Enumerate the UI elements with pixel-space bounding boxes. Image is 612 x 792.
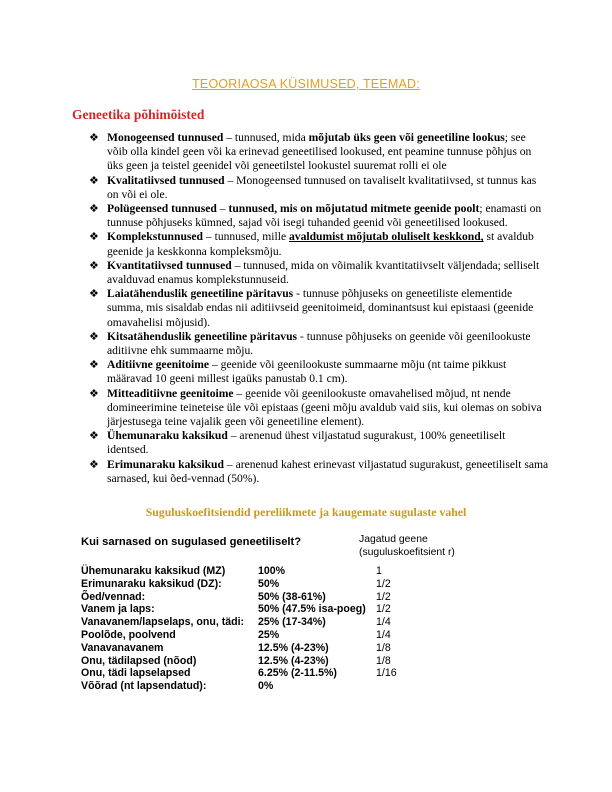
- relation-percent: 50% (47.5% isa-poeg): [258, 603, 366, 616]
- term-item: [89, 174, 549, 202]
- relation-fraction: 1/16: [376, 667, 397, 680]
- relation-percent: 12.5% (4-23%): [258, 641, 329, 654]
- relation-percent: 100%: [258, 565, 286, 577]
- term-name: Aditiivne geenitoime: [107, 358, 210, 372]
- relation-fraction: 1/4: [376, 616, 391, 629]
- diamond-bullet-icon: ❖: [89, 358, 99, 372]
- term-name: Kitsatähenduslik geneetiline päritavus: [107, 329, 298, 343]
- diamond-bullet-icon: ❖: [89, 457, 99, 471]
- relatedness-row: [81, 642, 551, 655]
- relation-percent: 12.5% (4-23%): [258, 654, 329, 667]
- term-item: [89, 287, 549, 330]
- term-definition-text: tunnused, mida: [234, 131, 309, 144]
- relation-percent: 50%: [258, 577, 280, 590]
- diamond-bullet-icon: ❖: [89, 287, 99, 301]
- shared-genes-header-line1: Jagatud geene: [359, 534, 428, 545]
- term-definition-text: mõjutab üks geen või geneetiline lookus: [308, 131, 505, 144]
- relation-percent: 25% (17-34%): [258, 616, 326, 629]
- term-name: Mitteaditiivne geenitoime: [107, 386, 234, 400]
- term-definition-text: geenide või geenilookuste summaarne mõju (nt taime pikkust määravad 10 geeni millest igaüks panustab 0.1 cm).: [107, 358, 507, 386]
- relatedness-row: [81, 603, 551, 616]
- term-separator: –: [216, 202, 229, 216]
- term-name: Komplekstunnused: [107, 230, 204, 244]
- term-definition-text: Monogeensed tunnused on tavaliselt kvalitatiivsed, st tunnus kas on või ei ole.: [107, 173, 537, 201]
- term-separator: –: [227, 429, 240, 443]
- relation-label: Ühemunaraku kaksikud (MZ): [81, 565, 226, 577]
- term-name: Kvalitatiivsed tunnused: [107, 173, 225, 187]
- relation-fraction: 1: [376, 565, 382, 577]
- term-name: Monogeensed tunnused: [107, 131, 224, 144]
- term-definition-text: st avaldub geenide ja keskkonna kompleksmõju.: [107, 230, 534, 258]
- term-definition-text: ; enamasti on tunnuse põhjuseks kümned, sajad või isegi tuhanded geenid või geneetilised lookused.: [107, 202, 542, 230]
- term-item: [89, 387, 549, 430]
- relation-label: Vanavanavanem: [81, 641, 164, 654]
- term-name: Polügeensed tunnused: [107, 202, 217, 216]
- relation-label: Võõrad (nt lapsendatud):: [81, 680, 207, 693]
- relation-label: Poolõde, poolvend: [81, 628, 176, 641]
- term-definition-text: tunnused, mida on võimalik kvantitatiivselt väljendada; selliselt avalduvad enamus komplekstunnuseid.: [107, 258, 540, 287]
- relation-label: Onu, tädi lapselapsed: [81, 667, 191, 680]
- diamond-bullet-icon: ❖: [89, 230, 99, 244]
- relation-label: Õed/vennad:: [81, 590, 146, 603]
- term-definition-text: arenenud kahest erinevast viljastatud sugurakust, geneetiliselt sama sarnased, kui õed-vennad (50%).: [107, 457, 549, 485]
- relatedness-section-title: Suguluskoefitsiendid pereliikmete ja kaugemate sugulaste vahel: [145, 505, 467, 519]
- term-separator: -: [297, 329, 307, 343]
- relatedness-row: [81, 565, 551, 578]
- relation-percent: 6.25% (2-11.5%): [258, 667, 337, 680]
- relation-fraction: 1/8: [376, 654, 391, 667]
- term-separator: -: [293, 287, 303, 301]
- relatedness-rows: [81, 565, 551, 693]
- term-name: Laiatähenduslik geneetiline päritavus: [107, 287, 294, 301]
- term-separator: –: [203, 230, 215, 244]
- term-item: [89, 330, 549, 358]
- term-name: Erimunaraku kaksikud: [107, 457, 224, 471]
- term-item: [89, 230, 549, 258]
- shared-genes-header: [359, 533, 489, 559]
- relation-percent: 25%: [258, 628, 280, 641]
- term-definition-text: tunnuse põhjuseks on geenide või geenilookuste aditiivne ehk summaarne mõju.: [107, 329, 531, 358]
- relatedness-row: [81, 591, 551, 604]
- relation-percent: 50% (38-61%): [258, 590, 326, 603]
- term-item: [89, 259, 549, 287]
- relation-fraction: 1/2: [376, 590, 391, 603]
- term-separator: –: [209, 358, 221, 372]
- relatedness-row: [81, 667, 551, 680]
- relation-fraction: 1/4: [376, 628, 391, 641]
- term-definition-text: ; see võib olla kindel geen või ka erinevad geneetilised lookused, ent peamine tunnuse põhjus on üks geen ja teistel geenidel või geneetilstel lookustel suuremat rolli ei ole: [107, 131, 532, 173]
- relatedness-table: [81, 533, 551, 693]
- diamond-bullet-icon: ❖: [89, 202, 99, 216]
- relatedness-row: [81, 629, 551, 642]
- section-title: Geneetika põhimõisted: [72, 107, 205, 122]
- relatedness-table-header: [81, 533, 551, 565]
- relation-label: Onu, tädilapsed (nõod): [81, 654, 197, 667]
- relatedness-row: [81, 616, 551, 629]
- relation-percent: 0%: [258, 680, 274, 693]
- term-separator: –: [231, 258, 244, 272]
- term-name: Ühemunaraku kaksikud: [107, 429, 228, 443]
- term-item: [89, 458, 549, 486]
- diamond-bullet-icon: ❖: [89, 329, 99, 343]
- relation-fraction: 1/2: [376, 577, 391, 590]
- relation-label: Erimunaraku kaksikud (DZ):: [81, 577, 222, 590]
- term-item: [89, 429, 549, 457]
- term-name: Kvantitatiivsed tunnused: [107, 258, 232, 272]
- relation-fraction: 1/2: [376, 603, 391, 616]
- term-separator: –: [223, 457, 236, 471]
- page-title: TEOORIAOSA KÜSIMUSED, TEEMAD:: [192, 77, 420, 91]
- diamond-bullet-icon: ❖: [89, 429, 99, 443]
- term-item: [89, 131, 549, 174]
- relatedness-row: [81, 578, 551, 591]
- term-separator: –: [233, 386, 246, 400]
- relatedness-question: Kui sarnased on sugulased geneetiliselt?: [81, 536, 302, 548]
- diamond-bullet-icon: ❖: [89, 386, 99, 400]
- relatedness-row: [81, 655, 551, 668]
- term-separator: –: [223, 131, 235, 144]
- relatedness-row: [81, 680, 551, 693]
- term-definition-text: tunnuse põhjuseks on geneetiliste elementide summa, mis sisaldab endas nii aditiivseid geenitoimeid, dominantsust kui epistaasi (geenide omavahelisi mõjusid).: [107, 287, 534, 329]
- relation-label: Vanavanem/lapselaps, onu, tädi:: [81, 616, 245, 629]
- term-separator: –: [224, 173, 237, 187]
- term-item: [89, 358, 549, 386]
- diamond-bullet-icon: ❖: [89, 258, 99, 272]
- term-definition-text: arenenud ühest viljastatud sugurakust, 100% geneetiliselt identsed.: [107, 429, 506, 457]
- term-definition-text: tunnused, mille: [214, 230, 289, 244]
- term-item: [89, 202, 549, 230]
- relation-label: Vanem ja laps:: [81, 603, 155, 616]
- term-definition-text: geenide või geenilookuste omavahelised mõjud, nt nende domineerimine teineteise üle või epistaas (geeni mõju avaldub vaid siis, kui olemas on sobiva järjestusega teine vajalik geen või geneetiline element).: [107, 386, 542, 429]
- diamond-bullet-icon: ❖: [89, 131, 99, 144]
- term-definition-text: tunnused, mis on mõjutatud mitmete geenide poolt: [228, 202, 480, 216]
- diamond-bullet-icon: ❖: [89, 173, 99, 187]
- terms-list: [89, 131, 549, 486]
- term-definition-text: avaldumist mõjutab oluliselt keskkond,: [289, 230, 484, 244]
- relation-fraction: 1/8: [376, 641, 391, 654]
- shared-genes-header-line2: (suguluskoefitsient r): [359, 547, 455, 558]
